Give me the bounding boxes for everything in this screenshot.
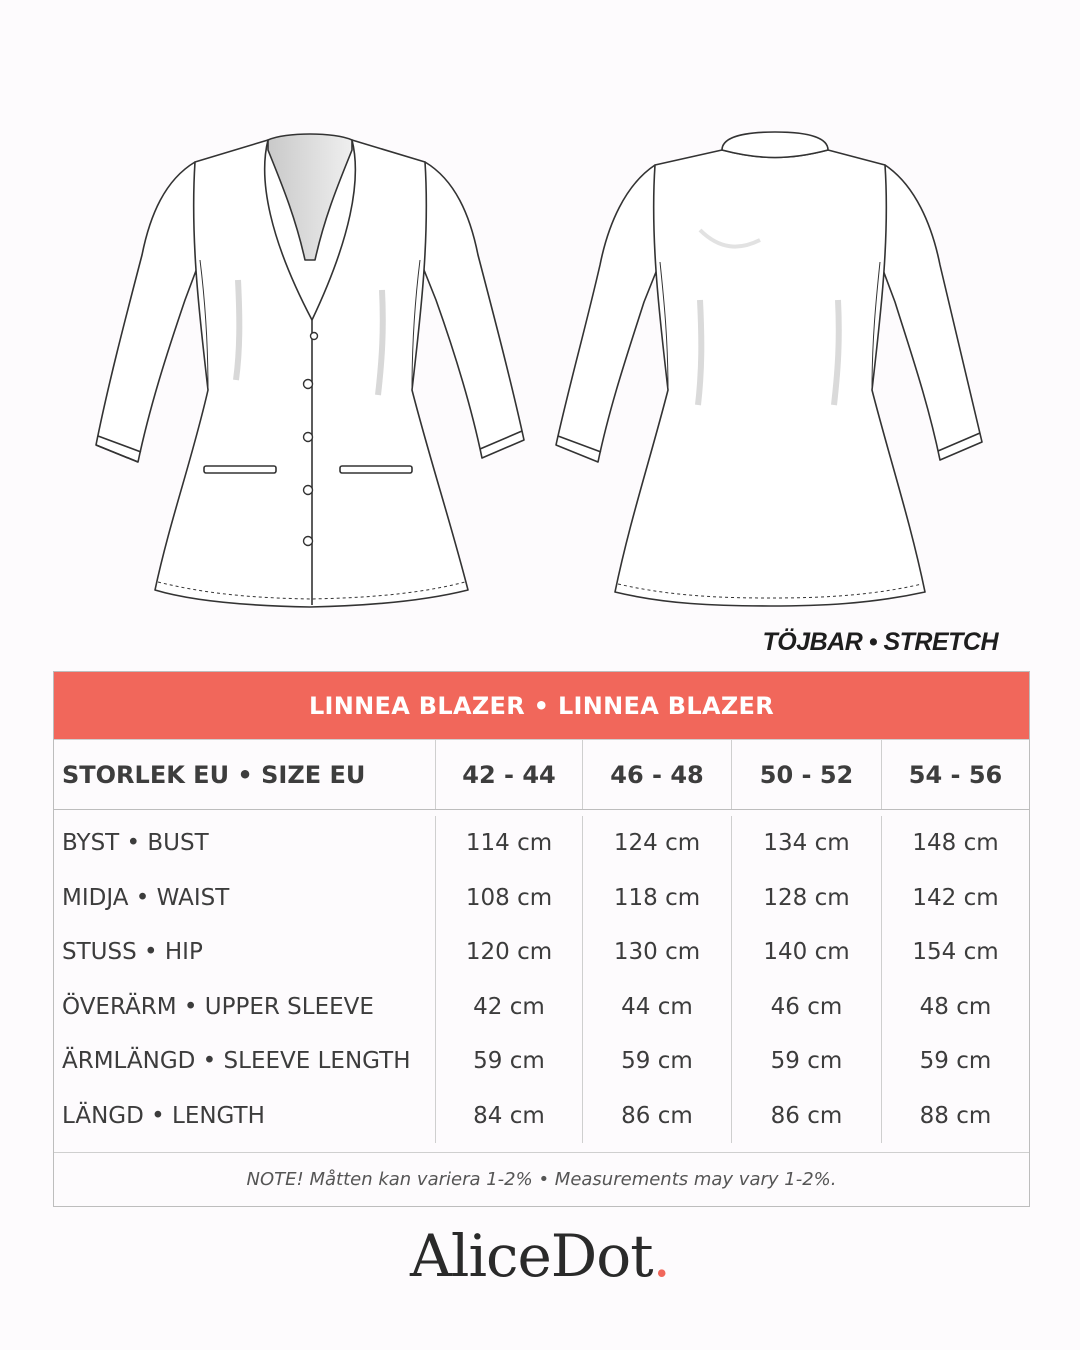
row-label: BYST • BUST	[62, 830, 209, 857]
stretch-label: TÖJBAR • STRETCH	[762, 628, 998, 656]
cell-value: 59 cm	[582, 1034, 731, 1089]
cell-value: 88 cm	[881, 1089, 1029, 1144]
cell-value: 128 cm	[731, 871, 881, 926]
row-label: ÖVERÄRM • UPPER SLEEVE	[62, 993, 374, 1020]
size-header-label: STORLEK EU • SIZE EU	[62, 760, 366, 789]
table-row	[54, 1089, 1029, 1144]
size-column-header: 54 - 56	[881, 740, 1029, 809]
cell-value: 86 cm	[731, 1089, 881, 1144]
garment-sketches	[0, 0, 1080, 640]
table-row	[54, 925, 1029, 980]
row-label: ÄRMLÄNGD • SLEEVE LENGTH	[62, 1048, 411, 1075]
table-row	[54, 816, 1029, 871]
measurement-note: NOTE! Måtten kan variera 1-2% • Measurements may vary 1-2%.	[54, 1152, 1029, 1206]
cell-value: 59 cm	[435, 1034, 582, 1089]
cell-value: 46 cm	[731, 980, 881, 1035]
size-chart	[53, 671, 1030, 1207]
cell-value: 48 cm	[881, 980, 1029, 1035]
cell-value: 86 cm	[582, 1089, 731, 1144]
row-label: MIDJA • WAIST	[62, 884, 230, 911]
size-column-header: 42 - 44	[435, 740, 582, 809]
measurement-rows	[54, 810, 1029, 1152]
size-column-header: 46 - 48	[582, 740, 731, 809]
cell-value: 44 cm	[582, 980, 731, 1035]
size-header-row	[54, 739, 1029, 810]
cell-value: 120 cm	[435, 925, 582, 980]
cell-value: 114 cm	[435, 816, 582, 871]
brand-logo	[0, 1222, 1080, 1290]
cell-value: 108 cm	[435, 871, 582, 926]
cell-value: 124 cm	[582, 816, 731, 871]
cell-value: 140 cm	[731, 925, 881, 980]
brand-dot-mark: .	[652, 1222, 670, 1290]
row-label: STUSS • HIP	[62, 939, 203, 966]
cell-value: 142 cm	[881, 871, 1029, 926]
back-sketch	[556, 132, 982, 606]
cell-value: 130 cm	[582, 925, 731, 980]
row-label: LÄNGD • LENGTH	[62, 1102, 265, 1129]
size-chart-title: LINNEA BLAZER • LINNEA BLAZER	[54, 672, 1029, 739]
cell-value: 59 cm	[731, 1034, 881, 1089]
cell-value: 154 cm	[881, 925, 1029, 980]
cell-value: 148 cm	[881, 816, 1029, 871]
cell-value: 42 cm	[435, 980, 582, 1035]
cell-value: 134 cm	[731, 816, 881, 871]
brand-name: AliceDot	[410, 1222, 653, 1290]
front-sketch	[96, 134, 524, 607]
table-row	[54, 871, 1029, 926]
cell-value: 84 cm	[435, 1089, 582, 1144]
table-row	[54, 1034, 1029, 1089]
cell-value: 118 cm	[582, 871, 731, 926]
size-column-header: 50 - 52	[731, 740, 881, 809]
cell-value: 59 cm	[881, 1034, 1029, 1089]
table-row	[54, 980, 1029, 1035]
